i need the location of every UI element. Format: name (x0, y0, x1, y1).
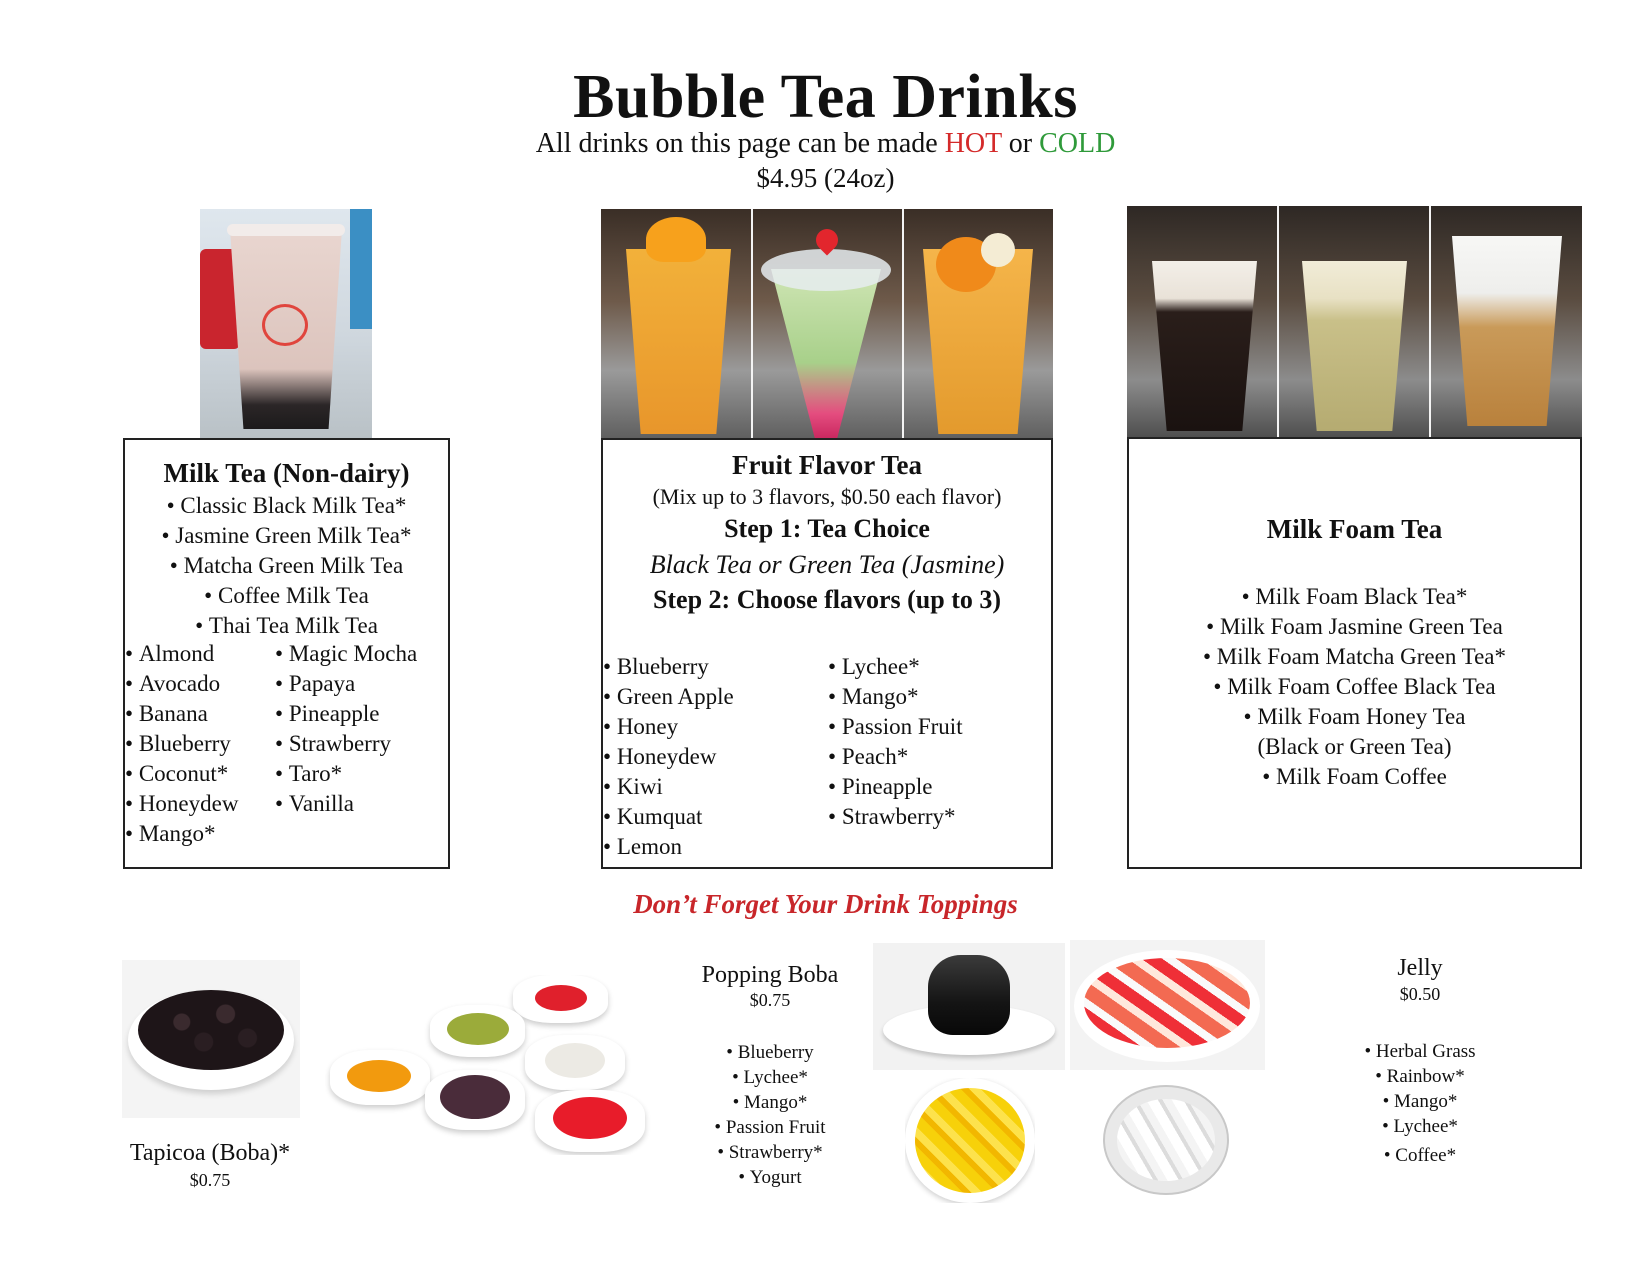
milk-flavor-column-2 (275, 639, 417, 819)
fruit-flavor-column-2 (828, 652, 963, 832)
list-item: • Thai Tea Milk Tea (125, 611, 448, 641)
list-item: • Rainbow* (1320, 1064, 1520, 1089)
subtitle-prefix: All drinks on this page can be made (535, 128, 938, 159)
list-item: • Coconut* (125, 759, 238, 789)
milk-foam-title: Milk Foam Tea (1266, 514, 1443, 544)
jelly-price: $0.50 (1399, 984, 1441, 1004)
fruit-mix-note: (Mix up to 3 flavors, $0.50 each flavor) (652, 484, 1002, 509)
list-item: • Milk Foam Jasmine Green Tea (1129, 612, 1580, 642)
list-item: • Green Apple (603, 682, 734, 712)
list-item: • Peach* (828, 742, 963, 772)
or-label: or (1008, 128, 1033, 159)
list-item: • Honey (603, 712, 734, 742)
list-item: • Classic Black Milk Tea* (125, 491, 448, 521)
jelly-list (1320, 1039, 1520, 1168)
milk-foam-photo (1127, 206, 1582, 438)
list-item: • Mango* (125, 819, 238, 849)
jelly-name: Jelly (1397, 955, 1443, 981)
list-item: • Avocado (125, 669, 238, 699)
tapioca-photo (122, 960, 300, 1118)
list-item: • Jasmine Green Milk Tea* (125, 521, 448, 551)
milk-tea-title: Milk Tea (Non-dairy) (163, 458, 410, 488)
list-item: • Almond (125, 639, 238, 669)
list-item: • Papaya (275, 669, 417, 699)
list-item: • Strawberry* (828, 802, 963, 832)
milk-foam-list (1129, 582, 1580, 792)
tapioca-price: $0.75 (189, 1170, 231, 1190)
list-item: • Lemon (603, 832, 734, 862)
list-item: • Coffee Milk Tea (125, 581, 448, 611)
rainbow-jelly-photo (1070, 940, 1265, 1070)
fruit-flavor-column-1 (603, 652, 734, 862)
list-item: • Banana (125, 699, 238, 729)
fruit-tea-photo (601, 209, 1053, 440)
list-item: • Milk Foam Black Tea* (1129, 582, 1580, 612)
milk-tea-list (125, 491, 448, 641)
list-item: • Pineapple (275, 699, 417, 729)
milk-flavor-column-1 (125, 639, 238, 849)
list-item: • Magic Mocha (275, 639, 417, 669)
list-item: • Strawberry* (670, 1140, 870, 1165)
list-item: • Kiwi (603, 772, 734, 802)
list-item: • Milk Foam Coffee (1129, 762, 1580, 792)
list-item: • Lychee* (1320, 1114, 1520, 1139)
list-item: • Kumquat (603, 802, 734, 832)
list-item: • Matcha Green Milk Tea (125, 551, 448, 581)
fruit-tea-title: Fruit Flavor Tea (731, 450, 922, 480)
list-item: • Milk Foam Honey Tea (1129, 702, 1580, 732)
list-item: • Strawberry (275, 729, 417, 759)
milk-tea-photo (200, 209, 372, 438)
milk-tea-panel (123, 438, 450, 869)
fruit-step-2: Step 2: Choose flavors (up to 3) (652, 585, 1002, 614)
list-item: • Blueberry (603, 652, 734, 682)
list-item: • Mango* (670, 1090, 870, 1115)
cold-label: COLD (1039, 128, 1116, 159)
hot-label: HOT (944, 128, 1002, 159)
popping-boba-list (670, 1040, 870, 1190)
popping-boba-name: Popping Boba (701, 962, 839, 988)
page-subtitle (0, 128, 1651, 160)
list-item: • Blueberry (670, 1040, 870, 1065)
page-title: Bubble Tea Drinks (573, 63, 1078, 131)
list-item: • Mango* (1320, 1089, 1520, 1114)
lychee-jelly-photo (1103, 1085, 1229, 1195)
tapioca-name: Tapicoa (Boba)* (129, 1140, 291, 1166)
list-item: • Milk Foam Coffee Black Tea (1129, 672, 1580, 702)
herbal-jelly-photo (873, 943, 1065, 1070)
fruit-tea-panel (601, 438, 1053, 869)
popping-boba-photo (325, 975, 660, 1155)
list-item: • Lychee* (828, 652, 963, 682)
list-item: • Lychee* (670, 1065, 870, 1090)
list-item: • Pineapple (828, 772, 963, 802)
fruit-tea-choice: Black Tea or Green Tea (Jasmine) (649, 550, 1005, 579)
list-item: • Passion Fruit (670, 1115, 870, 1140)
drink-price: $4.95 (24oz) (756, 163, 895, 193)
mango-jelly-photo (905, 1078, 1035, 1203)
milk-foam-panel (1127, 437, 1582, 869)
list-item: • Passion Fruit (828, 712, 963, 742)
popping-boba-price: $0.75 (749, 990, 791, 1010)
list-item: • Blueberry (125, 729, 238, 759)
list-item: • Herbal Grass (1320, 1039, 1520, 1064)
fruit-step-1: Step 1: Tea Choice (724, 514, 930, 543)
list-item: • Honeydew (603, 742, 734, 772)
list-item: • Milk Foam Matcha Green Tea* (1129, 642, 1580, 672)
list-item: • Mango* (828, 682, 963, 712)
list-item: • Honeydew (125, 789, 238, 819)
honey-tea-note: (Black or Green Tea) (1257, 734, 1452, 759)
list-item: • Taro* (275, 759, 417, 789)
list-item: • Vanilla (275, 789, 417, 819)
list-item: • Coffee* (1320, 1143, 1520, 1168)
list-item: • Yogurt (670, 1165, 870, 1190)
toppings-heading: Don’t Forget Your Drink Toppings (633, 889, 1018, 919)
